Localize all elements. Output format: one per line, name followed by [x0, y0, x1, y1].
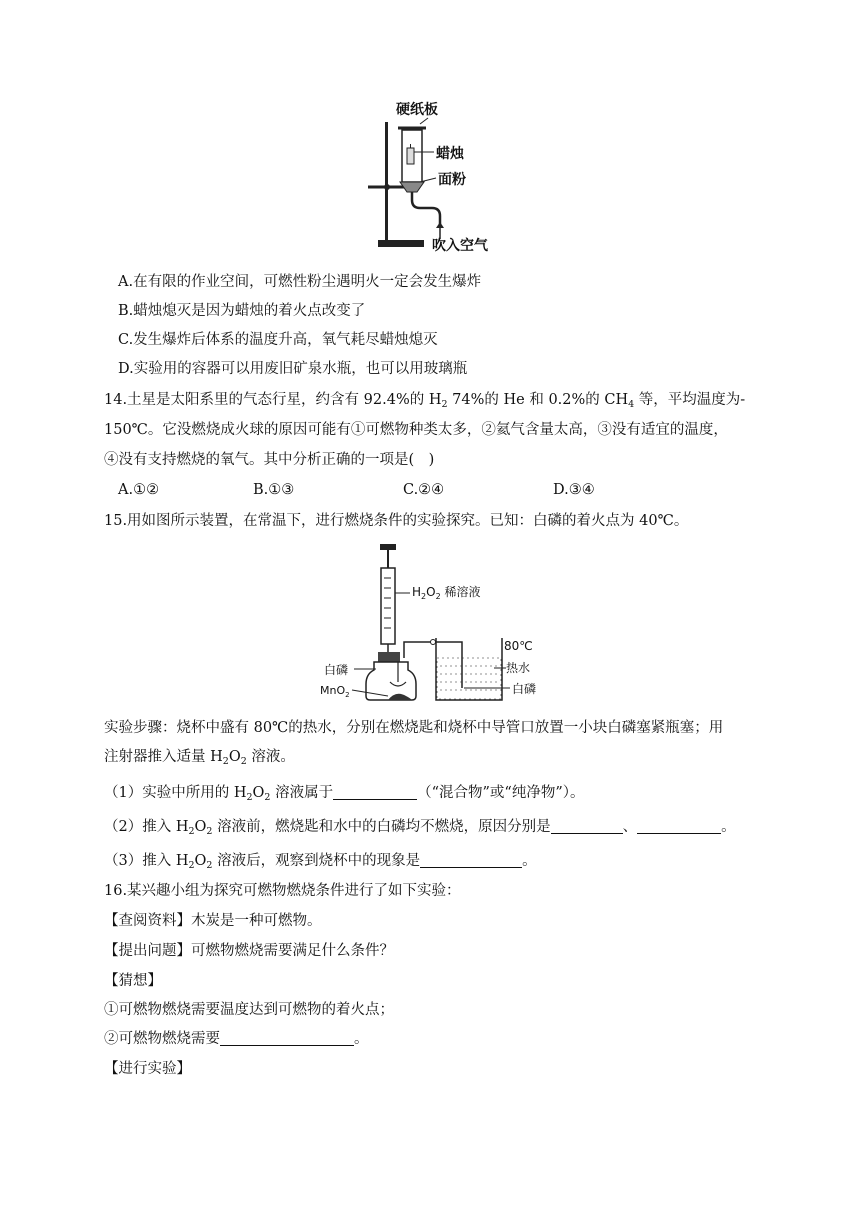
answer-blank-condition[interactable] — [220, 1030, 354, 1046]
q16-stem: 16.某兴趣小组为探究可燃物燃烧条件进行了如下实验： — [104, 883, 461, 899]
q16-question: 【提出问题】可燃物燃烧需要满足什么条件？ — [104, 943, 394, 959]
q14-stem-line3: ④没有支持燃烧的氧气。其中分析正确的一项是( ) — [104, 452, 435, 468]
q14-stem-line1: 14.土星是太阳系里的气态行星，约含有 92.4%的 $H_2$ 74%的 He 和 0.2%的 $CH_4$ 等，平均温度为- — [104, 392, 746, 410]
q16-experiment-heading: 【进行实验】 — [104, 1061, 191, 1077]
label-blow-air: 吹入空气 — [432, 238, 488, 252]
q16-reference: 【查阅资料】木炭是一种可燃物。 — [104, 913, 322, 929]
answer-blank-mixture[interactable] — [333, 784, 417, 800]
label-candle: 蜡烛 — [436, 146, 464, 162]
label-hot-water: 热水 — [506, 661, 531, 675]
label-cardboard: 硬纸板 — [396, 102, 438, 118]
q13-option-c: C.发生爆炸后体系的温度升高，氧气耗尽蜡烛熄灭 — [118, 332, 438, 348]
label-white-phosphorus-right: 白磷 — [512, 682, 537, 696]
label-white-phosphorus-left: 白磷 — [324, 663, 349, 677]
answer-blank-phenomenon[interactable] — [420, 852, 522, 868]
q15-subquestion-1: （1）实验中所用的 $H_2O_2$ 溶液属于 （“混合物”或“纯净物”）。 — [104, 785, 585, 803]
q14-option-b: B.①③ — [253, 482, 295, 498]
q15-steps-line2: 注射器推入适量 $H_2O_2$ 溶液。 — [104, 749, 295, 767]
q16-hypothesis-1: ①可燃物燃烧需要温度达到可燃物的着火点； — [104, 1002, 394, 1018]
answer-blank-reason-2[interactable] — [637, 818, 721, 834]
q14-option-a: A.①② — [118, 482, 160, 498]
label-h2o2-solution: $H_2O_2$ 稀溶液 — [412, 585, 481, 601]
q13-option-b: B.蜡烛熄灭是因为蜡烛的着火点改变了 — [118, 303, 366, 319]
q14-stem-line2: 150℃。它没燃烧成火球的原因可能有①可燃物种类太多，②氦气含量太高，③没有适宜的温度， — [104, 422, 728, 438]
dust-explosion-apparatus-figure — [362, 100, 502, 252]
label-mno2: MnO$_2$ — [320, 684, 350, 699]
white-phosphorus-apparatus-figure — [318, 538, 550, 704]
label-80c: 80℃ — [504, 639, 533, 653]
label-flour: 面粉 — [438, 172, 466, 188]
answer-blank-reason-1[interactable] — [551, 818, 623, 834]
q15-subquestion-3: （3）推入 $H_2O_2$ 溶液后，观察到烧杯中的现象是 。 — [104, 853, 537, 871]
q14-option-c: C.②④ — [403, 482, 445, 498]
q13-option-d: D.实验用的容器可以用废旧矿泉水瓶，也可以用玻璃瓶 — [118, 361, 468, 377]
q15-steps-line1: 实验步骤：烧杯中盛有 80℃的热水，分别在燃烧匙和烧杯中导管口放置一小块白磷塞紧瓶塞；用 — [104, 720, 724, 736]
q14-option-d: D.③④ — [553, 482, 595, 498]
q15-subquestion-2: （2）推入 $H_2O_2$ 溶液前，燃烧匙和水中的白磷均不燃烧，原因分别是 、 。 — [104, 819, 736, 837]
q13-option-a: A.在有限的作业空间，可燃性粉尘遇明火一定会发生爆炸 — [118, 274, 482, 290]
q16-hypothesis-2: ②可燃物燃烧需要 。 — [104, 1031, 369, 1047]
q15-stem: 15.用如图所示装置，在常温下，进行燃烧条件的实验探究。已知：白磷的着火点为 40℃。 — [104, 513, 689, 529]
q16-hypothesis-heading: 【猜想】 — [104, 973, 162, 989]
